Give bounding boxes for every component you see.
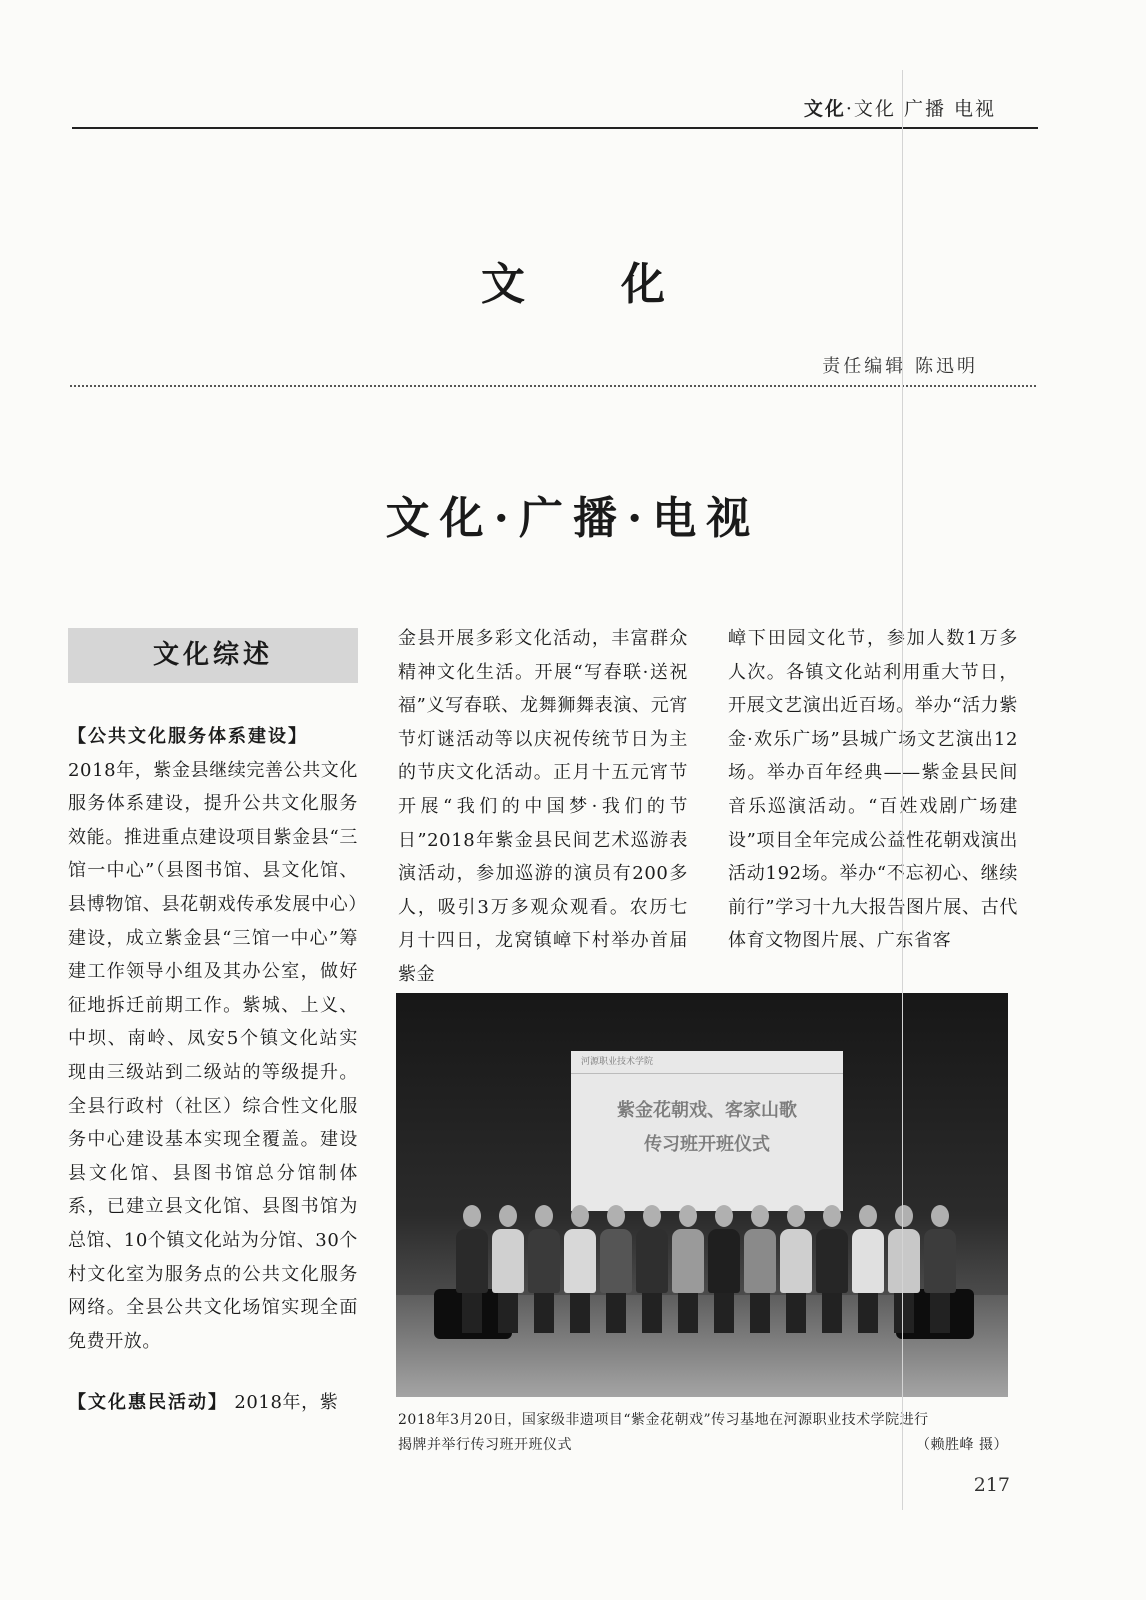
person-figure [816, 1205, 848, 1333]
running-head-rest: ·文化 广播 电视 [845, 98, 996, 120]
box-heading: 文化综述 [68, 628, 358, 683]
dotted-divider [70, 385, 1036, 387]
photo-credit: （赖胜峰 摄） [916, 1437, 1008, 1453]
person-figure [636, 1205, 668, 1333]
screen-header: 河源职业技术学院 [571, 1051, 843, 1074]
screen-title-line1: 紫金花朝戏、客家山歌 [617, 1100, 797, 1121]
person-figure [852, 1205, 884, 1333]
subheading-public-culture: 【公共文化服务体系建设】 [68, 726, 308, 747]
person-figure [456, 1205, 488, 1333]
person-figure [492, 1205, 524, 1333]
text-column-middle: 金县开展多彩文化活动，丰富群众精神文化生活。开展“写春联·送祝福”义写春联、龙舞狮舞表演、元宵节灯谜活动等以庆祝传统节日为主的节庆文化活动。正月十五元宵节开展“我们的中国梦·我们的节日”2018年紫金县民间艺术巡游表演活动，参加巡游的演员有200多人，吸引3万多观众观看。农历七月十四日，龙窝镇嶂下村举办首届紫金 [398, 628, 688, 985]
subheading-benefit-activities: 【文化惠民活动】 [68, 1392, 228, 1414]
page-number: 217 [973, 1474, 1010, 1496]
person-figure [600, 1205, 632, 1333]
chapter-title: 文化 [481, 259, 761, 310]
caption-line-2: 揭牌并举行传习班开班仪式 [398, 1437, 572, 1453]
running-head [804, 94, 996, 121]
person-figure [744, 1205, 776, 1333]
header-rule [72, 127, 1038, 129]
screen-title-line2: 传习班开班仪式 [644, 1134, 770, 1155]
text-column-right: 嶂下田园文化节，参加人数1万多人次。各镇文化站利用重大节日，开展文艺演出近百场。举办“活力紫金·欢乐广场”县城广场文艺演出12场。举办百年经典——紫金县民间音乐巡演活动。“百姓戏剧广场建设”项目全年完成公益性花朝戏演出活动192场。举办“不忘初心、继续前行”学习十九大报告图片展、古代体育文物图片展、广东省客 [728, 628, 1018, 952]
paragraph-benefit-start [68, 1386, 358, 1420]
person-figure [780, 1205, 812, 1333]
person-figure [708, 1205, 740, 1333]
person-figure [672, 1205, 704, 1333]
person-figure [564, 1205, 596, 1333]
event-photo [396, 993, 1008, 1397]
text-column-left [68, 720, 358, 1420]
photo-caption [398, 1408, 1008, 1458]
person-figure [924, 1205, 956, 1333]
running-head-bold: 文化 [803, 98, 846, 120]
person-figure [888, 1205, 920, 1333]
scan-fold-line [902, 70, 903, 1510]
paragraph-public-culture: 2018年，紫金县继续完善公共文化服务体系建设，提升公共文化服务效能。推进重点建设项目紫金县“三馆一中心”（县图书馆、县文化馆、县博物馆、县花朝戏传承发展中心）建设，成立紫金县“三馆一中心”筹建工作领导小组及其办公室，做好征地拆迁前期工作。紫城、上义、中坝、南岭、凤安5个镇文化站实现由三级站到二级站的等级提升。全县行政村（社区）综合性文化服务中心建设基本实现全覆盖。建设县文化馆、县图书馆总分馆制体系，已建立县文化馆、县图书馆为总馆、10个镇文化站为分馆、30个村文化室为服务点的公共文化服务网络。全县公共文化场馆实现全面免费开放。 [68, 759, 359, 1352]
caption-line-1: 2018年3月20日，国家级非遗项目“紫金花朝戏”传习基地在河源职业技术学院进行 [398, 1412, 929, 1428]
responsible-editor: 责任编辑 陈迅明 [822, 356, 978, 377]
person-figure [528, 1205, 560, 1333]
benefit-lead-text: 2018年，紫 [234, 1392, 339, 1414]
section-title: 文化·广播·电视 [385, 493, 761, 544]
projection-screen [571, 1051, 843, 1211]
